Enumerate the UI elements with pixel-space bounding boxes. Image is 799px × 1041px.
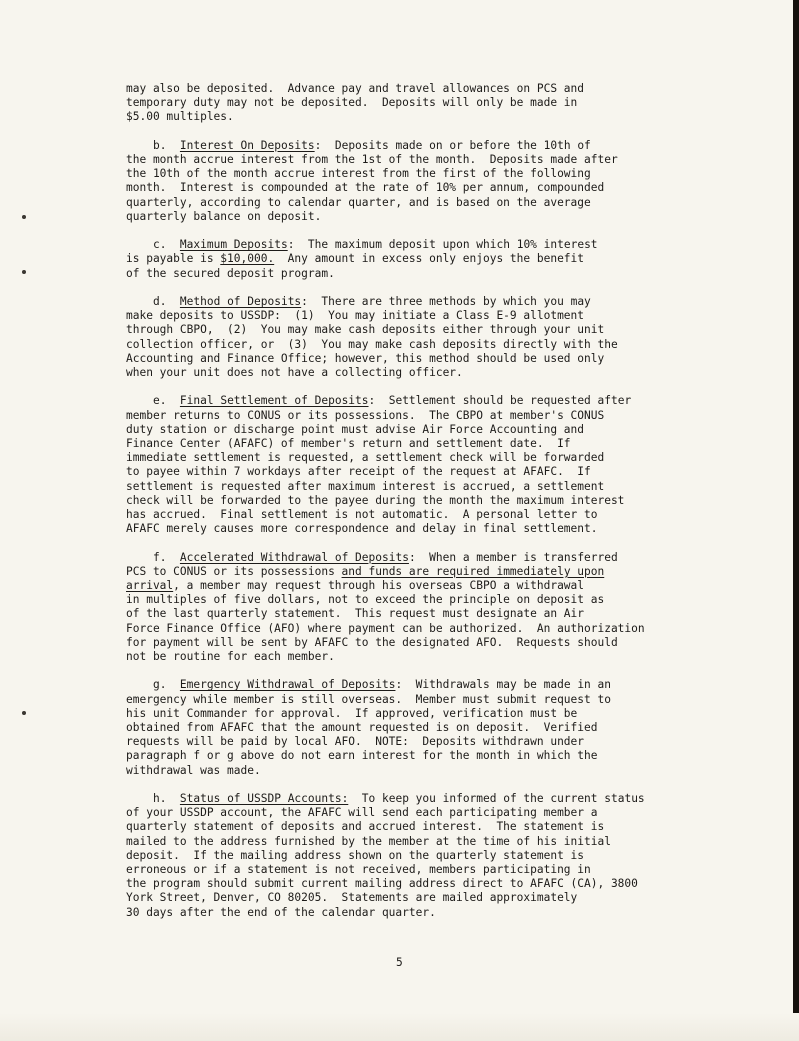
paragraph-heading: Emergency Withdrawal of Deposits bbox=[179, 678, 396, 692]
line: emergency while member is still overseas. Member must submit request to bbox=[126, 692, 611, 706]
line: not be routine for each member. bbox=[126, 650, 335, 664]
line: : Deposits made on or before the 10th of bbox=[314, 138, 591, 152]
paragraph-letter: d. bbox=[152, 295, 167, 308]
line-text: PCS to CONUS or its possessions bbox=[126, 564, 342, 578]
line: member returns to CONUS or its possessions. The CBPO at member's CONUS bbox=[126, 408, 605, 422]
line: Finance Center (AFAFC) of member's return and settlement date. If bbox=[126, 437, 571, 451]
paragraph-continuation bbox=[126, 82, 674, 125]
line: in multiples of five dollars, not to exceed the principle on deposit as bbox=[126, 593, 605, 607]
line: quarterly balance on deposit. bbox=[126, 209, 322, 223]
line: of the last quarterly statement. This request must designate an Air bbox=[126, 607, 585, 621]
paragraph-letter: c. bbox=[152, 238, 167, 252]
punch-mark bbox=[22, 711, 26, 715]
line: duty station or discharge point must advise Air Force Accounting and bbox=[126, 422, 585, 436]
punch-mark bbox=[22, 270, 26, 274]
line-text: is payable is bbox=[126, 252, 221, 266]
line: To keep you informed of the current status bbox=[348, 792, 645, 806]
line: for payment will be sent by AFAFC to the designated AFO. Requests should bbox=[126, 635, 618, 649]
document-body bbox=[126, 82, 674, 934]
line: month. Interest is compounded at the rate of 10% per annum, compounded bbox=[126, 181, 605, 195]
line: : The maximum deposit upon which 10% interest bbox=[287, 238, 598, 252]
paragraph-heading: Status of USSDP Accounts: bbox=[179, 792, 349, 806]
paragraph-e bbox=[126, 394, 674, 536]
line: requests will be paid by local AFO. NOTE: Deposits withdrawn under bbox=[126, 735, 585, 749]
line: : Settlement should be requested after bbox=[368, 394, 632, 408]
paragraph-heading: Interest On Deposits bbox=[179, 138, 315, 152]
scan-shadow bbox=[0, 1013, 799, 1041]
line: when your unit does not have a collecting officer. bbox=[126, 366, 463, 380]
line: withdrawal was made. bbox=[126, 763, 261, 777]
paragraph-letter: e. bbox=[152, 394, 167, 408]
paragraph-letter: f. bbox=[152, 550, 167, 564]
line: to payee within 7 workdays after receipt of the request at AFAFC. If bbox=[126, 465, 591, 479]
line: : Withdrawals may be made in an bbox=[395, 678, 612, 692]
line: quarterly statement of deposits and accrued interest. The statement is bbox=[126, 820, 605, 834]
page-number: 5 bbox=[396, 956, 403, 969]
line: $5.00 multiples. bbox=[126, 110, 234, 124]
line: immediate settlement is requested, a settlement check will be forwarded bbox=[126, 451, 605, 465]
line: the program should submit current mailing address direct to AFAFC (CA), 3800 bbox=[126, 877, 638, 891]
line: of the secured deposit program. bbox=[126, 266, 335, 280]
paragraph-letter: g. bbox=[152, 678, 167, 692]
line: York Street, Denver, CO 80205. Statements are mailed approximately bbox=[126, 891, 578, 905]
paragraph-letter: h. bbox=[152, 792, 167, 806]
underlined-phrase: and funds are required immediately upon bbox=[341, 564, 605, 578]
line: deposit. If the mailing address shown on the quarterly statement is bbox=[126, 848, 585, 862]
paragraph-heading: Accelerated Withdrawal of Deposits bbox=[179, 550, 409, 564]
line: obtained from AFAFC that the amount requested is on deposit. Verified bbox=[126, 721, 598, 735]
paragraph-heading: Method of Deposits bbox=[179, 295, 302, 308]
line: has accrued. Final settlement is not automatic. A personal letter to bbox=[126, 508, 598, 522]
line: through CBPO, (2) You may make cash deposits either through your unit bbox=[126, 323, 605, 337]
line: the month accrue interest from the 1st of the month. Deposits made after bbox=[126, 153, 618, 166]
line: of your USSDP account, the AFAFC will send each participating member a bbox=[126, 806, 598, 820]
line: : There are three methods by which you may bbox=[301, 295, 591, 308]
paragraph-heading: Final Settlement of Deposits bbox=[179, 394, 369, 408]
scan-edge bbox=[793, 0, 799, 1041]
line: erroneous or if a statement is not received, members participating in bbox=[126, 863, 591, 877]
line: paragraph f or g above do not earn interest for the month in which the bbox=[126, 749, 598, 763]
line: his unit Commander for approval. If approved, verification must be bbox=[126, 706, 578, 720]
line: temporary duty may not be deposited. Deposits will only be made in bbox=[126, 96, 578, 110]
line: AFAFC merely causes more correspondence and delay in final settlement. bbox=[126, 522, 598, 536]
line: Force Finance Office (AFO) where payment can be authorized. An authorization bbox=[126, 621, 645, 635]
punch-mark bbox=[22, 215, 26, 219]
line: Accounting and Finance Office; however, this method should be used only bbox=[126, 351, 605, 365]
line: may also be deposited. Advance pay and travel allowances on PCS and bbox=[126, 82, 585, 95]
line: quarterly, according to calendar quarter, and is based on the average bbox=[126, 195, 591, 209]
line: 30 days after the end of the calendar quarter. bbox=[126, 905, 436, 919]
line: check will be forwarded to the payee during the month the maximum interest bbox=[126, 493, 625, 507]
line: settlement is requested after maximum interest is accrued, a settlement bbox=[126, 479, 605, 493]
line: make deposits to USSDP: (1) You may initiate a Class E-9 allotment bbox=[126, 309, 585, 323]
paragraph-b bbox=[126, 139, 674, 224]
line: collection officer, or (3) You may make cash deposits directly with the bbox=[126, 337, 618, 351]
paragraph-d bbox=[126, 295, 674, 380]
line: the 10th of the month accrue interest from the first of the following bbox=[126, 167, 591, 181]
paragraph-g bbox=[126, 678, 674, 777]
paragraph-h bbox=[126, 792, 674, 920]
paragraph-c bbox=[126, 238, 674, 281]
underlined-amount: $10,000. bbox=[220, 252, 275, 266]
paragraph-letter: b. bbox=[152, 138, 167, 152]
underlined-phrase: arrival bbox=[126, 579, 174, 593]
line-text: Any amount in excess only enjoys the benefit bbox=[274, 252, 585, 266]
line: : When a member is transferred bbox=[408, 550, 618, 564]
line-text: , a member may request through his overseas CBPO a withdrawal bbox=[173, 579, 585, 593]
paragraph-heading: Maximum Deposits bbox=[179, 238, 288, 252]
line: mailed to the address furnished by the member at the time of his initial bbox=[126, 834, 611, 848]
paragraph-f bbox=[126, 551, 674, 665]
